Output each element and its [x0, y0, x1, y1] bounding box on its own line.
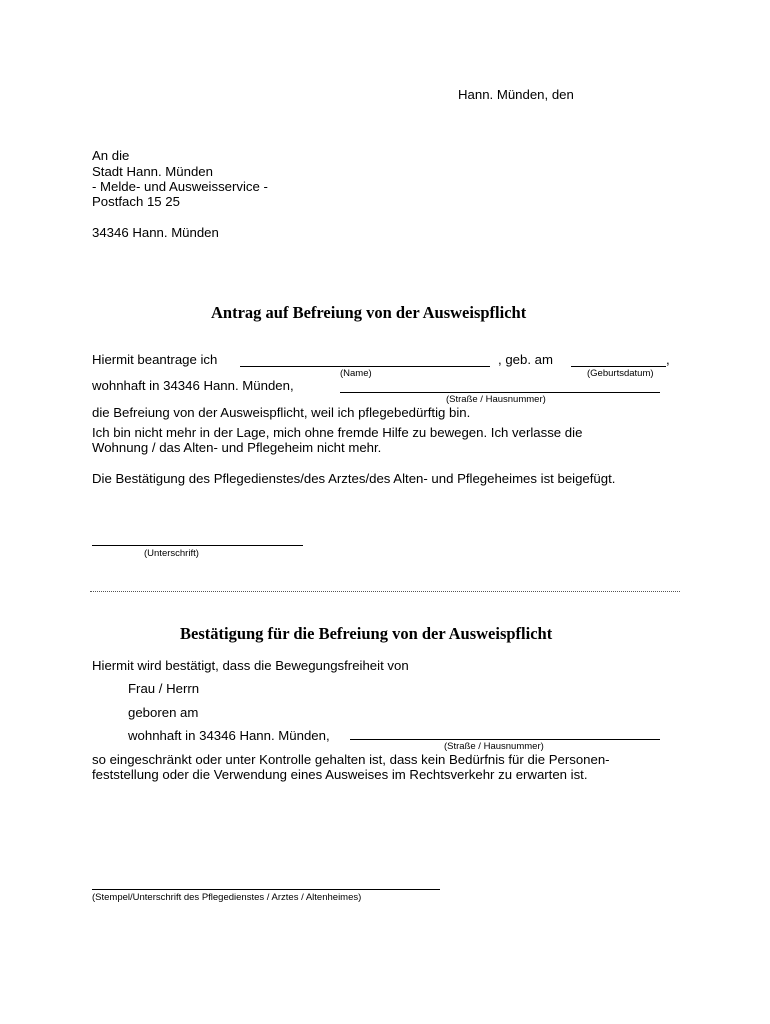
geb-am-label: , geb. am — [498, 352, 553, 367]
bestaetigung-street-field-line[interactable] — [350, 739, 660, 740]
antrag-intro: Hiermit beantrage ich — [92, 352, 218, 367]
antrag-wohnhaft: wohnhaft in 34346 Hann. Münden, — [92, 378, 294, 393]
address-line-2: Stadt Hann. Münden — [92, 164, 213, 179]
street-field-line[interactable] — [340, 392, 660, 393]
address-line-4: Postfach 15 25 — [92, 194, 180, 209]
address-postal-code: 34346 Hann. Münden — [92, 225, 219, 240]
street-caption: (Straße / Hausnummer) — [446, 394, 546, 405]
place-date: Hann. Münden, den — [458, 87, 574, 102]
bestaetigung-wohnhaft: wohnhaft in 34346 Hann. Münden, — [128, 728, 330, 743]
address-line-1: An die — [92, 148, 130, 163]
bestaetigung-street-caption: (Straße / Hausnummer) — [444, 741, 544, 752]
bestaetigung-text-1: so eingeschränkt oder unter Kontrolle gehalten ist, dass kein Bedürfnis für die Personen- — [92, 752, 610, 767]
frau-herrn-label: Frau / Herrn — [128, 681, 200, 696]
name-caption: (Name) — [340, 368, 372, 379]
signature-caption: (Unterschrift) — [144, 548, 199, 559]
name-field-line[interactable] — [240, 366, 490, 367]
stamp-signature-line[interactable] — [92, 889, 440, 890]
comma: , — [666, 352, 670, 367]
stamp-signature-caption: (Stempel/Unterschrift des Pflegedienstes / Arztes / Altenheimes) — [92, 892, 362, 903]
section-divider — [90, 591, 680, 592]
birthdate-field-line[interactable] — [571, 366, 666, 367]
antrag-reason: die Befreiung von der Ausweispflicht, weil ich pflegebedürftig bin. — [92, 405, 471, 420]
antrag-text-1: Ich bin nicht mehr in der Lage, mich ohne fremde Hilfe zu bewegen. Ich verlasse die — [92, 425, 583, 440]
signature-line[interactable] — [92, 545, 303, 546]
bestaetigung-text-2: feststellung oder die Verwendung eines Ausweises im Rechtsverkehr zu erwarten ist. — [92, 767, 588, 782]
antrag-text-3: Die Bestätigung des Pflegedienstes/des Arztes/des Alten- und Pflegeheimes ist beigefügt. — [92, 471, 616, 486]
geboren-am-label: geboren am — [128, 705, 199, 720]
address-line-3: - Melde- und Ausweisservice - — [92, 179, 268, 194]
antrag-text-2: Wohnung / das Alten- und Pflegeheim nicht mehr. — [92, 440, 382, 455]
antrag-title: Antrag auf Befreiung von der Ausweispflicht — [211, 303, 527, 322]
bestaetigung-title: Bestätigung für die Befreiung von der Ausweispflicht — [180, 624, 553, 643]
birthdate-caption: (Geburtsdatum) — [587, 368, 654, 379]
bestaetigung-intro: Hiermit wird bestätigt, dass die Bewegungsfreiheit von — [92, 658, 409, 673]
